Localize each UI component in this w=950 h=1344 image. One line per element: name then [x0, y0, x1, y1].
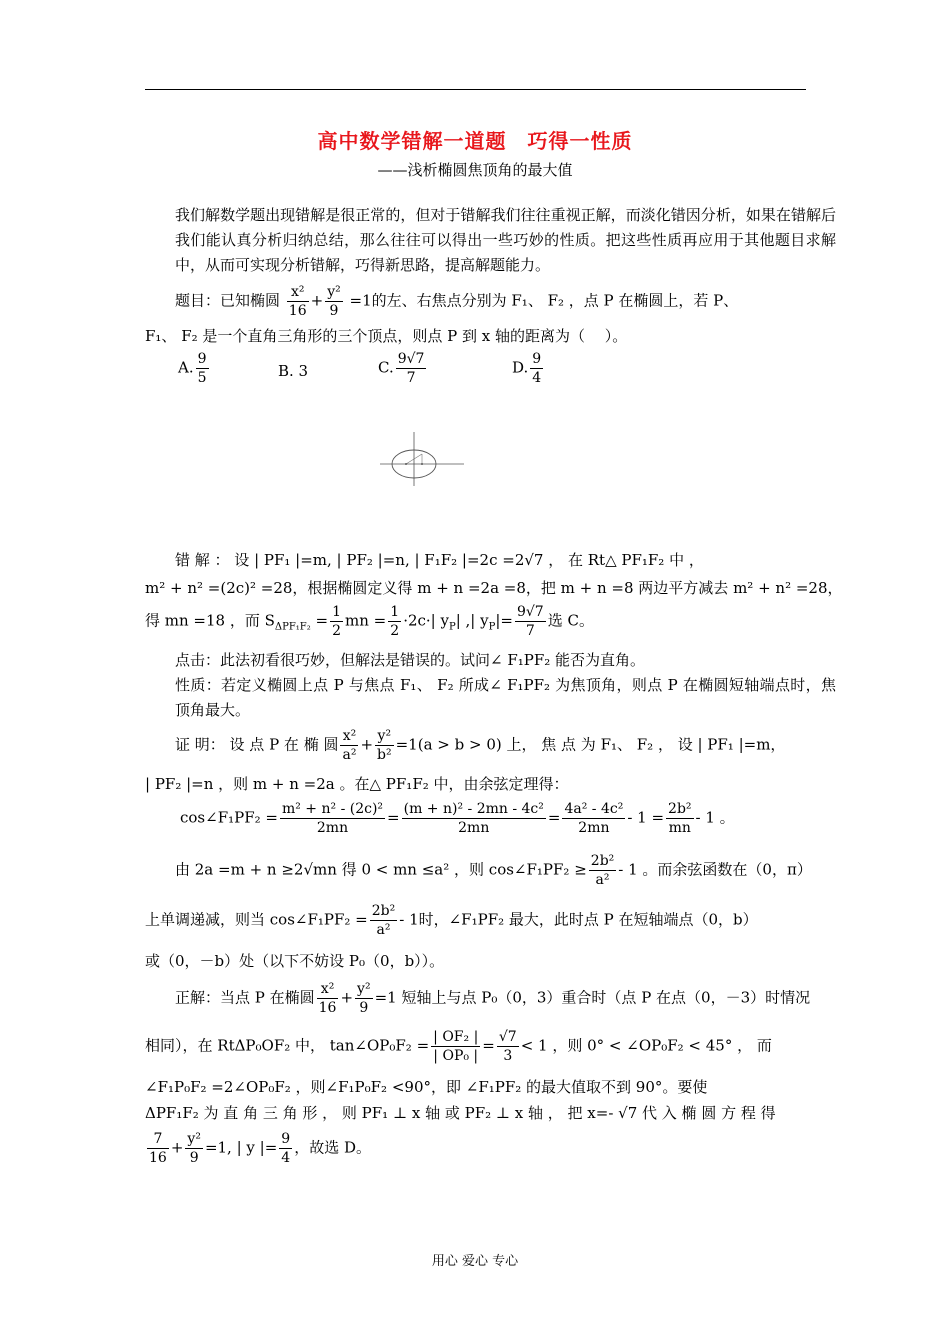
- proof-line-1: 证 明： 设 点 P 在 椭 圆 $\frac{\text{x²}}{\text{a²}}$ + $\frac{\text{y²}}{\text{b²}}$ =1(a > b > 0) 上， 焦 点 为 F₁、 F₂ ， 设 | PF₁ |=m，: [175, 728, 786, 763]
- proof-line-6: 或（0，－b）处（以下不妨设 P₀（0，b））。: [145, 952, 445, 970]
- proof-line-4: 由 2a =m + n ≥2√mn 得 0 < mn ≤a² ，则 cos∠F₁PF₂ ≥ $\frac{\text{2b²}}{\text{a²}}$ - 1 。而余弦函数在（0，π）: [175, 853, 812, 888]
- wrong-line-1: 错 解 ： 设 | PF₁ |=m, | PF₂ |=n, | F₁F₂ |=2c =2√7 ， 在 Rt△ PF₁F₂ 中 ，: [175, 551, 704, 569]
- fraction-x16: $\frac{\text{x²}}{16}$: [288, 284, 307, 319]
- problem-mid: =1的左、右焦点分别为 F₁、 F₂ ，点 P 在椭圆上，若 P、: [349, 291, 739, 310]
- comment-line: 点击：此法初看很巧妙，但解法是错误的。试问∠ F₁PF₂ 能否为直角。: [175, 651, 646, 669]
- proof-line-2: | PF₂ |=n ，则 m + n =2a 。在△ PF₁F₂ 中，由余弦定理得：: [145, 775, 569, 793]
- page-footer: 用心 爱心 专心: [431, 1254, 519, 1269]
- problem-prefix: 题目：已知椭圆: [175, 291, 281, 310]
- correct-line-2: 相同），在 RtΔP₀OF₂ 中， tan∠OP₀F₂ = $\frac{\text{| OF₂ |}}{\text{| OP₀ |}}$ = $\frac{√7}{3}$ < 1 ，则 0° < ∠OP₀F₂ < 45° ， 而: [145, 1029, 772, 1064]
- page-title: 高中数学错解一道题 巧得一性质: [317, 129, 633, 153]
- option-c: C. $\frac{9√7}{7}$: [378, 351, 425, 386]
- option-d: D. $\frac{9}{4}$: [512, 351, 542, 386]
- wrong-line-2: m² + n² =(2c)² =28，根据椭圆定义得 m + n =2a =8，把 m + n =8 两边平方减去 m² + n² =28，: [145, 579, 843, 597]
- fraction-y9: $\frac{\text{y²}}{9}$: [327, 284, 341, 319]
- option-a: A. $\frac{9}{5}$: [178, 351, 207, 386]
- correct-line-3: ∠F₁P₀F₂ =2∠OP₀F₂ ，则∠F₁P₀F₂ <90°，即 ∠F₁PF₂ 的最大值取不到 90°。要使: [145, 1078, 708, 1096]
- problem-line-1: 题目：已知椭圆 $\frac{\text{x²}}{16}$ + $\frac{\text{y²}}{9}$ =1的左、右焦点分别为 F₁、 F₂ ，点 P 在椭圆上，若 P、: [175, 284, 739, 319]
- property-paragraph: 性质：若定义椭圆上点 P 与焦点 F₁、 F₂ 所成∠ F₁PF₂ 为焦顶角，则点 P 在椭圆短轴端点时，焦顶角最大。: [175, 676, 836, 719]
- option-b: B. 3: [278, 362, 309, 380]
- page-subtitle: ——浅析椭圆焦顶角的最大值: [377, 161, 573, 179]
- wrong-line-3: 得 mn =18 ，而 $S_{\Delta PF_1F_2}$ = $\frac{1}{2}$ mn = $\frac{1}{2}$ ·2c·| $y_P|$ ,| $y_P|=$ $\frac{9√7}{7}$ 选 C。: [145, 604, 594, 639]
- problem-line-2: F₁、 F₂ 是一个直角三角形的三个顶点，则点 P 到 x 轴的距离为（ ）。: [145, 327, 628, 345]
- proof-line-5: 上单调递减，则当 cos∠F₁PF₂ = $\frac{\text{2b²}}{\text{a²}}$ - 1时，∠F₁PF₂ 最大，此时点 P 在短轴端点（0，b）: [145, 903, 758, 938]
- correct-line-4: ΔPF₁F₂ 为 直 角 三 角 形 ， 则 PF₁ ⊥ x 轴 或 PF₂ ⊥ x 轴 ， 把 x=- √7 代 入 椭 圆 方 程 得: [145, 1104, 776, 1122]
- ellipse-figure: [378, 428, 468, 488]
- proof-cosine-line: cos∠F₁PF₂ = $\frac{\text{m² + n² - (2c)²}}{2mn}$ = $\frac{\text{(m + n)² - 2mn - 4c²}}{2mn}$ = $\frac{\text{4a² - 4c²}}{2mn}$ - 1 = $\frac{\text{2b²}}{mn}$ - 1 。: [180, 801, 735, 836]
- header-rule: [145, 89, 806, 90]
- correct-line-1: 正解：当点 P 在椭圆 $\frac{\text{x²}}{16}$ + $\frac{\text{y²}}{9}$ =1 短轴上与点 P₀（0，3）重合时（点 P 在点（0，－3）时情况: [175, 981, 811, 1016]
- intro-paragraph: 我们解数学题出现错解是很正常的，但对于错解我们往往重视正解，而淡化错因分析，如果在错解后我们能认真分析归纳总结，那么往往可以得出一些巧妙的性质。把这些性质再应用于其他题目求解中，从而可实现分析错解，巧得新思路，提高解题能力。: [175, 206, 836, 274]
- correct-line-5: $\frac{7}{16}$ + $\frac{\text{y²}}{9}$ =1, | y |= $\frac{9}{4}$ ，故选 D。: [149, 1131, 371, 1166]
